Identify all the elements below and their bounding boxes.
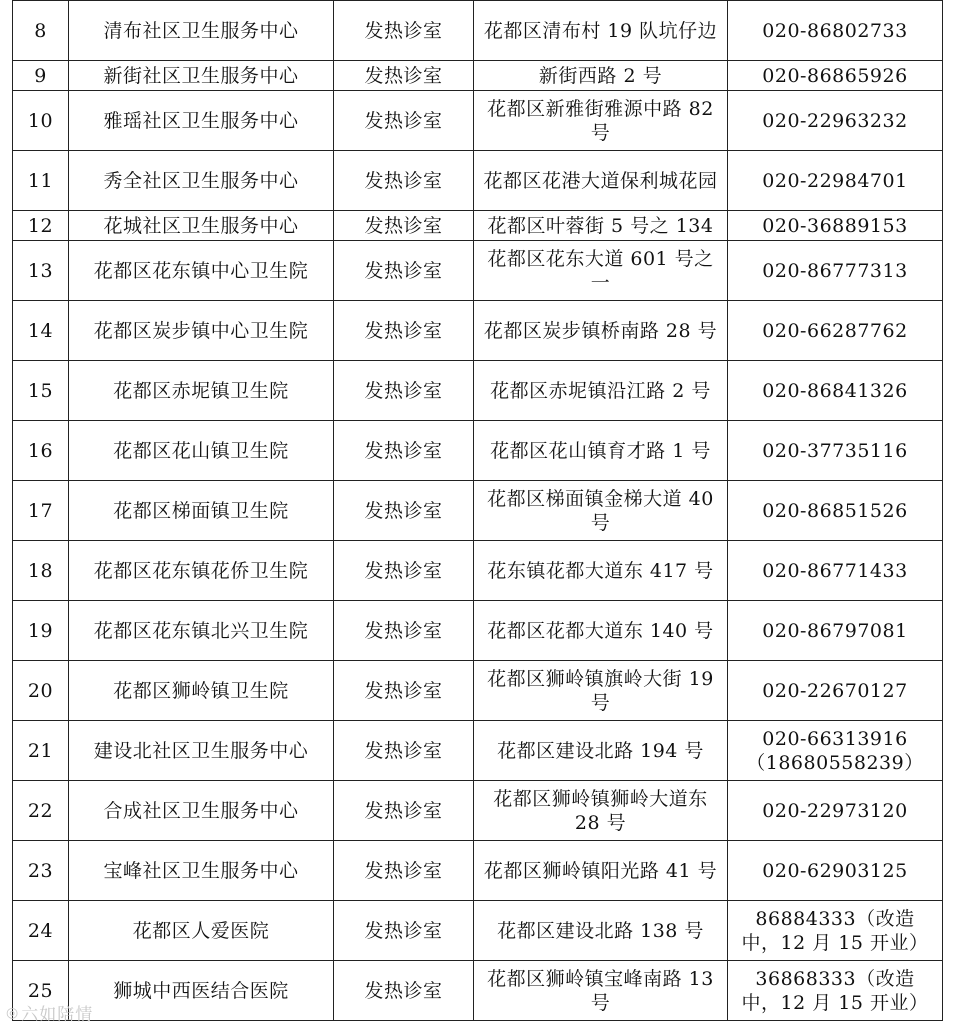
facility-name: 狮城中西医结合医院 xyxy=(69,961,334,1021)
row-number: 16 xyxy=(13,421,69,481)
clinic-type: 发热诊室 xyxy=(334,541,474,601)
facility-address: 花都区花都大道东 140 号 xyxy=(474,601,728,661)
facility-phone: 020-62903125 xyxy=(728,841,943,901)
facility-name: 花都区梯面镇卫生院 xyxy=(69,481,334,541)
clinic-type: 发热诊室 xyxy=(334,151,474,211)
facility-address: 花都区花港大道保利城花园 xyxy=(474,151,728,211)
facility-phone: 36868333（改造中，12 月 15 开业） xyxy=(728,961,943,1021)
table-row xyxy=(13,841,943,901)
table-row xyxy=(13,721,943,781)
facility-address: 花都区花山镇育才路 1 号 xyxy=(474,421,728,481)
row-number: 18 xyxy=(13,541,69,601)
clinic-type: 发热诊室 xyxy=(334,211,474,241)
facility-name: 花城社区卫生服务中心 xyxy=(69,211,334,241)
table-row xyxy=(13,211,943,241)
facility-name: 秀全社区卫生服务中心 xyxy=(69,151,334,211)
table-row xyxy=(13,151,943,211)
row-number: 11 xyxy=(13,151,69,211)
facility-address: 新街西路 2 号 xyxy=(474,61,728,91)
facility-address: 花都区新雅街雅源中路 82 号 xyxy=(474,91,728,151)
facility-address: 花都区狮岭镇狮岭大道东 28 号 xyxy=(474,781,728,841)
facility-address: 花都区狮岭镇阳光路 41 号 xyxy=(474,841,728,901)
table-row xyxy=(13,481,943,541)
table-row xyxy=(13,541,943,601)
clinic-type: 发热诊室 xyxy=(334,301,474,361)
facility-address: 花都区狮岭镇宝峰南路 13 号 xyxy=(474,961,728,1021)
table-row xyxy=(13,961,943,1021)
row-number: 17 xyxy=(13,481,69,541)
table-row xyxy=(13,901,943,961)
clinic-table-body xyxy=(13,1,943,1021)
clinic-type: 发热诊室 xyxy=(334,361,474,421)
facility-phone: 020-36889153 xyxy=(728,211,943,241)
facility-name: 花都区赤坭镇卫生院 xyxy=(69,361,334,421)
facility-address: 花都区建设北路 194 号 xyxy=(474,721,728,781)
facility-address: 花都区清布村 19 队坑仔边 xyxy=(474,1,728,61)
facility-phone: 020-86777313 xyxy=(728,241,943,301)
facility-name: 清布社区卫生服务中心 xyxy=(69,1,334,61)
facility-phone: 020-22963232 xyxy=(728,91,943,151)
facility-phone: 020-66287762 xyxy=(728,301,943,361)
row-number: 20 xyxy=(13,661,69,721)
facility-name: 花都区花山镇卫生院 xyxy=(69,421,334,481)
facility-phone: 020-66313916（18680558239） xyxy=(728,721,943,781)
row-number: 15 xyxy=(13,361,69,421)
watermark xyxy=(6,1000,93,1025)
row-number: 13 xyxy=(13,241,69,301)
facility-phone: 020-86865926 xyxy=(728,61,943,91)
facility-phone: 020-22973120 xyxy=(728,781,943,841)
facility-name: 花都区花东镇中心卫生院 xyxy=(69,241,334,301)
facility-phone: 020-86851526 xyxy=(728,481,943,541)
watermark-text: 六如陪情 xyxy=(21,1005,94,1025)
row-number: 21 xyxy=(13,721,69,781)
facility-name: 花都区花东镇北兴卫生院 xyxy=(69,601,334,661)
clinic-type: 发热诊室 xyxy=(334,781,474,841)
clinic-type: 发热诊室 xyxy=(334,481,474,541)
facility-address: 花都区狮岭镇旗岭大街 19 号 xyxy=(474,661,728,721)
facility-phone: 86884333（改造中，12 月 15 开业） xyxy=(728,901,943,961)
facility-phone: 020-86841326 xyxy=(728,361,943,421)
clinic-type: 发热诊室 xyxy=(334,1,474,61)
facility-name: 合成社区卫生服务中心 xyxy=(69,781,334,841)
facility-address: 花都区梯面镇金梯大道 40 号 xyxy=(474,481,728,541)
row-number: 10 xyxy=(13,91,69,151)
facility-phone: 020-22984701 xyxy=(728,151,943,211)
clinic-type: 发热诊室 xyxy=(334,241,474,301)
facility-phone: 020-86771433 xyxy=(728,541,943,601)
clinic-type: 发热诊室 xyxy=(334,901,474,961)
row-number: 8 xyxy=(13,1,69,61)
facility-address: 花东镇花都大道东 417 号 xyxy=(474,541,728,601)
row-number: 14 xyxy=(13,301,69,361)
table-row xyxy=(13,1,943,61)
clinic-type: 发热诊室 xyxy=(334,721,474,781)
table-row xyxy=(13,781,943,841)
facility-name: 花都区花东镇花侨卫生院 xyxy=(69,541,334,601)
row-number: 12 xyxy=(13,211,69,241)
clinic-type: 发热诊室 xyxy=(334,421,474,481)
facility-address: 花都区赤坭镇沿江路 2 号 xyxy=(474,361,728,421)
facility-name: 宝峰社区卫生服务中心 xyxy=(69,841,334,901)
facility-name: 建设北社区卫生服务中心 xyxy=(69,721,334,781)
table-row xyxy=(13,601,943,661)
row-number: 25 xyxy=(13,961,69,1021)
facility-phone: 020-86797081 xyxy=(728,601,943,661)
clinic-type: 发热诊室 xyxy=(334,841,474,901)
row-number: 23 xyxy=(13,841,69,901)
table-row xyxy=(13,91,943,151)
table-row xyxy=(13,301,943,361)
row-number: 22 xyxy=(13,781,69,841)
clinic-type: 发热诊室 xyxy=(334,91,474,151)
clinic-type: 发热诊室 xyxy=(334,61,474,91)
table-row xyxy=(13,421,943,481)
table-row xyxy=(13,361,943,421)
clinic-table xyxy=(12,0,943,1021)
facility-phone: 020-86802733 xyxy=(728,1,943,61)
clinic-type: 发热诊室 xyxy=(334,661,474,721)
table-row xyxy=(13,241,943,301)
weibo-logo-icon: ◎ xyxy=(6,1004,20,1021)
facility-phone: 020-22670127 xyxy=(728,661,943,721)
facility-address: 花都区叶蓉街 5 号之 134 xyxy=(474,211,728,241)
facility-address: 花都区建设北路 138 号 xyxy=(474,901,728,961)
facility-address: 花都区花东大道 601 号之一 xyxy=(474,241,728,301)
clinic-type: 发热诊室 xyxy=(334,961,474,1021)
facility-name: 花都区狮岭镇卫生院 xyxy=(69,661,334,721)
facility-name: 花都区炭步镇中心卫生院 xyxy=(69,301,334,361)
facility-name: 雅瑶社区卫生服务中心 xyxy=(69,91,334,151)
row-number: 24 xyxy=(13,901,69,961)
facility-name: 新街社区卫生服务中心 xyxy=(69,61,334,91)
facility-address: 花都区炭步镇桥南路 28 号 xyxy=(474,301,728,361)
facility-phone: 020-37735116 xyxy=(728,421,943,481)
facility-name: 花都区人爱医院 xyxy=(69,901,334,961)
clinic-type: 发热诊室 xyxy=(334,601,474,661)
row-number: 19 xyxy=(13,601,69,661)
table-row xyxy=(13,661,943,721)
row-number: 9 xyxy=(13,61,69,91)
table-row xyxy=(13,61,943,91)
